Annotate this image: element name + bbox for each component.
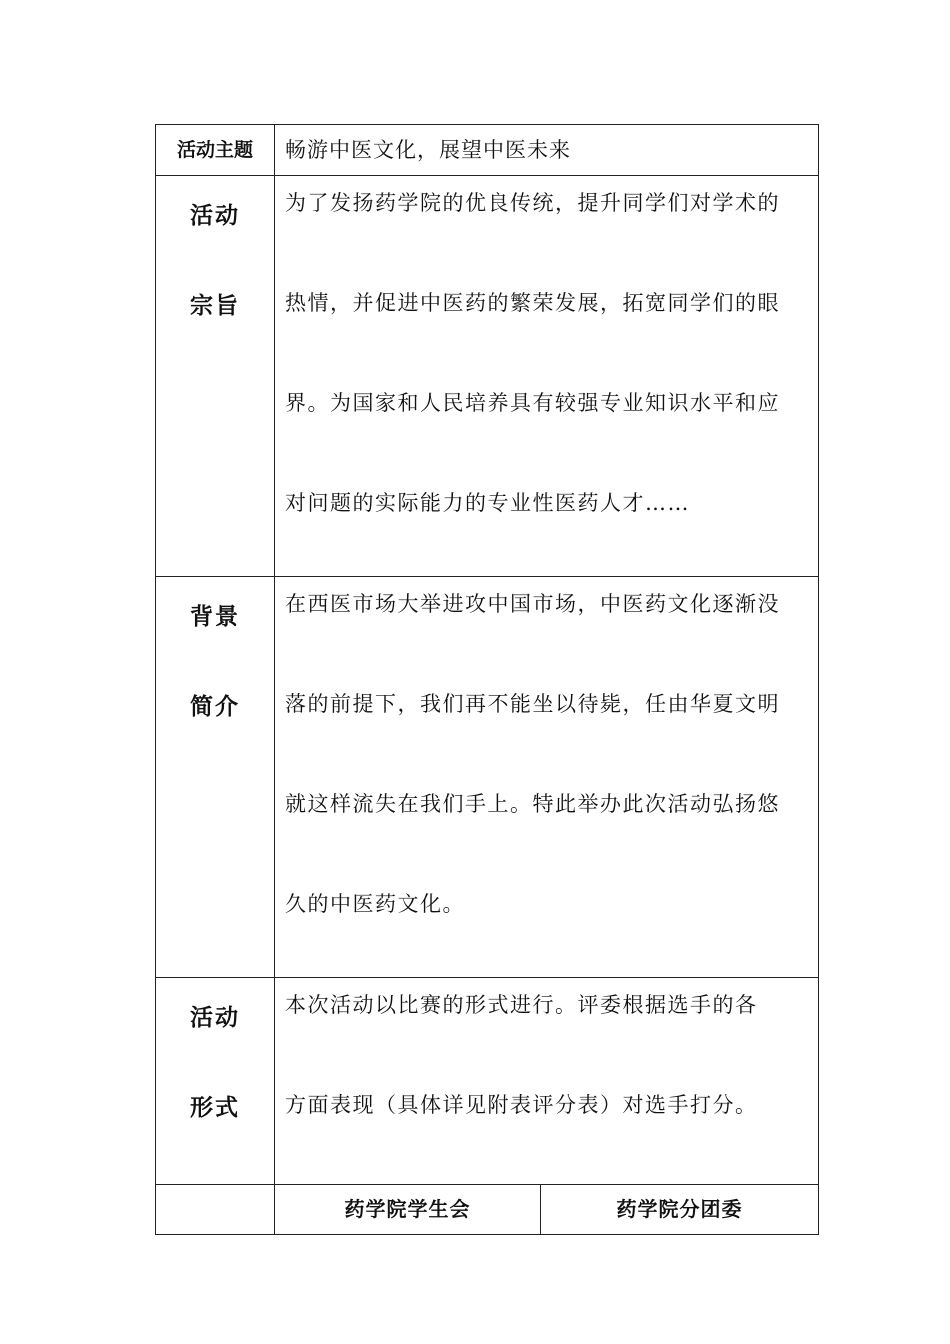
- aim-line: 界。为国家和人民培养具有较强专业知识水平和应: [285, 391, 780, 415]
- format-label-line-1: 活动: [190, 1005, 240, 1031]
- aim-row: [156, 176, 819, 577]
- organizer-row: [156, 1185, 819, 1235]
- aim-line: 对问题的实际能力的专业性医药人才……: [285, 491, 690, 515]
- format-label: [156, 978, 275, 1185]
- format-line: 方面表现（具体详见附表评分表）对选手打分。: [285, 1093, 758, 1117]
- aim-line: 热情，并促进中医药的繁荣发展，拓宽同学们的眼: [285, 291, 780, 315]
- background-line: 在西医市场大举进攻中国市场，中医药文化逐渐没: [285, 592, 780, 616]
- theme-row: [156, 125, 819, 176]
- theme-label: 活动主题: [156, 125, 275, 176]
- background-line: 落的前提下，我们再不能坐以待毙，任由华夏文明: [285, 692, 780, 716]
- aim-label-line-1: 活动: [190, 203, 240, 229]
- theme-value: 畅游中医文化，展望中医未来: [275, 125, 819, 176]
- aim-text: [275, 176, 819, 577]
- background-label: [156, 577, 275, 978]
- background-row: [156, 577, 819, 978]
- format-line: 本次活动以比赛的形式进行。评委根据选手的各: [285, 993, 758, 1017]
- activity-plan-table: [155, 124, 819, 1235]
- background-text: [275, 577, 819, 978]
- format-row: [156, 978, 819, 1185]
- background-label-line-1: 背景: [190, 604, 240, 630]
- background-line: 就这样流失在我们手上。特此举办此次活动弘扬悠: [285, 792, 780, 816]
- background-label-line-2: 简介: [190, 694, 240, 720]
- format-text: [275, 978, 819, 1185]
- format-label-line-2: 形式: [190, 1095, 240, 1121]
- organizer-empty-cell: [156, 1185, 275, 1235]
- aim-label-line-2: 宗旨: [190, 293, 240, 319]
- organizer-student-union: 药学院学生会: [275, 1185, 541, 1235]
- background-line: 久的中医药文化。: [285, 892, 465, 916]
- organizer-youth-league: 药学院分团委: [541, 1185, 819, 1235]
- aim-label: [156, 176, 275, 577]
- aim-line: 为了发扬药学院的优良传统，提升同学们对学术的: [285, 191, 780, 215]
